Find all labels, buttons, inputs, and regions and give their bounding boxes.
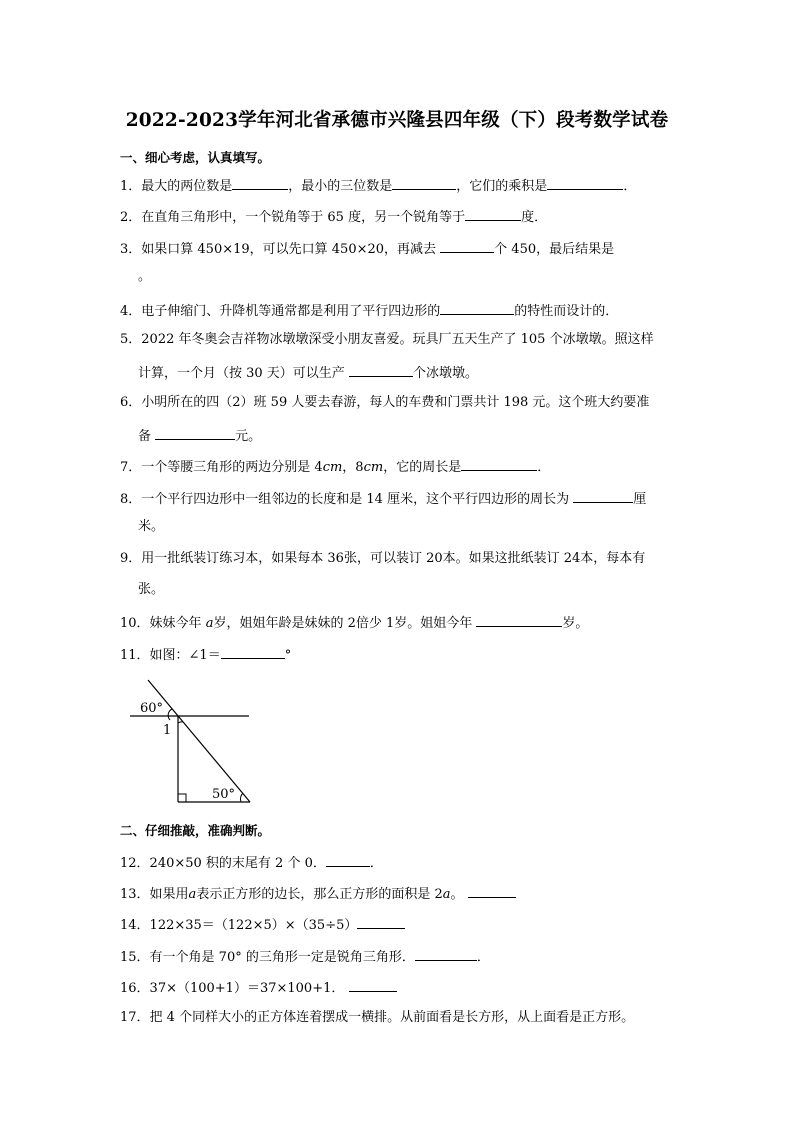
- answer-blank[interactable]: [547, 177, 623, 190]
- question-text: 备: [138, 429, 156, 444]
- question-5-continued: [138, 364, 478, 381]
- answer-blank[interactable]: [461, 458, 537, 471]
- angle-arc-50: [241, 793, 243, 802]
- question-text: 计算，一个月（按 30 天）可以生产: [138, 366, 349, 381]
- question-17: 17．把 4 个同样大小的正方体连着摆成一横排。从前面看是长方形，从上面看是正方形。: [120, 1010, 635, 1025]
- answer-blank[interactable]: [465, 208, 521, 221]
- question-text: 7．一个等腰三角形的两边分别是 4: [120, 460, 323, 475]
- angle-arc-1: [178, 722, 183, 723]
- question-text: 12．240×50 积的末尾有 2 个 0．: [120, 856, 326, 871]
- triangle-diagram: [130, 676, 260, 806]
- answer-blank[interactable]: [415, 948, 477, 961]
- question-text: 11．如图：∠1＝: [120, 648, 221, 663]
- question-16: [120, 979, 676, 996]
- question-text: ，它们的乘积是: [456, 179, 548, 194]
- question-text: ．: [476, 950, 490, 965]
- section-heading-judge: 二、仔细推敲，准确判断。: [120, 823, 271, 838]
- question-2: [120, 208, 676, 225]
- slanted-line: [148, 680, 250, 802]
- question-text: ．: [537, 460, 551, 475]
- question-text: 3．如果口算 450×19，可以先口算 450×20，再减去: [120, 242, 441, 257]
- page-title: 2022-2023学年河北省承德市兴隆县四年级（下）段考数学试卷: [125, 110, 669, 131]
- answer-blank[interactable]: [476, 614, 562, 627]
- answer-blank[interactable]: [357, 916, 405, 929]
- question-text: ，最小的三位数是: [288, 179, 393, 194]
- question-text: 元。: [235, 429, 262, 444]
- question-text: 的特性而设计的．: [514, 304, 619, 319]
- question-3-continued: 。: [138, 269, 152, 284]
- question-text: 个冰墩墩。: [412, 366, 478, 381]
- question-text: ．: [369, 856, 383, 871]
- answer-blank[interactable]: [349, 979, 397, 992]
- variable: a: [205, 616, 214, 631]
- question-text: ，它的周长是: [383, 460, 462, 475]
- question-text: 表示正方形的边长，那么正方形的面积是 2: [196, 887, 443, 902]
- question-7: [120, 458, 676, 475]
- question-11: [120, 646, 676, 663]
- question-text: 14．122×35＝（122×5）×（35÷5）: [120, 918, 358, 933]
- question-text: 岁，姐姐年龄是妹妹的 2倍少 1岁。姐姐今年: [213, 616, 477, 631]
- angle-label-60: 60°: [140, 701, 164, 716]
- question-1: [120, 177, 676, 194]
- question-6-continued: [138, 427, 261, 444]
- answer-blank[interactable]: [440, 302, 514, 315]
- angle-figure: [130, 676, 260, 806]
- angle-arc-60: [168, 709, 172, 720]
- question-text: ，8: [342, 460, 364, 475]
- answer-blank[interactable]: [232, 177, 288, 190]
- question-9: 9．用一批纸装订练习本，如果每本 36张，可以装订 20本。如果这批纸装订 24本，每本有: [120, 551, 646, 566]
- unit: cm: [322, 460, 343, 475]
- answer-blank[interactable]: [392, 177, 456, 190]
- degree-symbol: °: [284, 648, 292, 663]
- question-9-continued: 张。: [138, 582, 165, 597]
- question-text: 岁。: [562, 616, 589, 631]
- question-8: [120, 490, 676, 507]
- variable: a: [442, 887, 451, 902]
- question-text: 4．电子伸缩门、升降机等通常都是利用了平行四边形的: [120, 304, 441, 319]
- unit: cm: [363, 460, 384, 475]
- answer-blank[interactable]: [155, 427, 235, 440]
- angle-label-1: 1: [163, 723, 172, 738]
- question-13: [120, 885, 676, 902]
- question-text: 8．一个平行四边形中一组邻边的长度和是 14 厘米，这个平行四边形的周长为: [120, 492, 574, 507]
- question-14: [120, 916, 676, 933]
- question-4: [120, 302, 676, 319]
- answer-blank[interactable]: [573, 490, 633, 503]
- right-angle-mark: [178, 794, 186, 802]
- question-8-continued: 米。: [138, 519, 165, 534]
- question-text: ．: [623, 179, 637, 194]
- answer-blank[interactable]: [326, 854, 370, 867]
- answer-blank[interactable]: [468, 885, 516, 898]
- question-text: 15．有一个角是 70° 的三角形一定是锐角三角形．: [120, 950, 415, 965]
- question-text: 。: [450, 887, 468, 902]
- question-12: [120, 854, 676, 871]
- question-15: [120, 948, 676, 965]
- question-5: 5．2022 年冬奥会吉祥物冰墩墩深受小朋友喜爱。玩具厂五天生产了 105 个冰墩墩。照这样: [120, 332, 654, 347]
- angle-label-50: 50°: [212, 787, 236, 802]
- question-text: 16．37×（100+1）＝37×100+1．: [120, 981, 349, 996]
- question-text: 2．在直角三角形中，一个锐角等于 65 度，另一个锐角等于: [120, 210, 466, 225]
- variable: a: [188, 887, 197, 902]
- question-text: 厘: [633, 492, 647, 507]
- section-heading-fill-in: 一、细心考虑，认真填写。: [120, 150, 271, 165]
- question-text: 度．: [521, 210, 548, 225]
- question-3: [120, 240, 676, 257]
- answer-blank[interactable]: [221, 646, 285, 659]
- answer-blank[interactable]: [440, 240, 494, 253]
- question-text: 10．妹妹今年: [120, 616, 206, 631]
- question-6: 6．小明所在的四（2）班 59 人要去春游，每人的车费和门票共计 198 元。这个班大约要准: [120, 395, 650, 410]
- question-text: 个 450，最后结果是: [494, 242, 615, 257]
- question-10: [120, 614, 676, 631]
- question-text: 13．如果用: [120, 887, 189, 902]
- answer-blank[interactable]: [349, 364, 413, 377]
- question-text: 1．最大的两位数是: [120, 179, 233, 194]
